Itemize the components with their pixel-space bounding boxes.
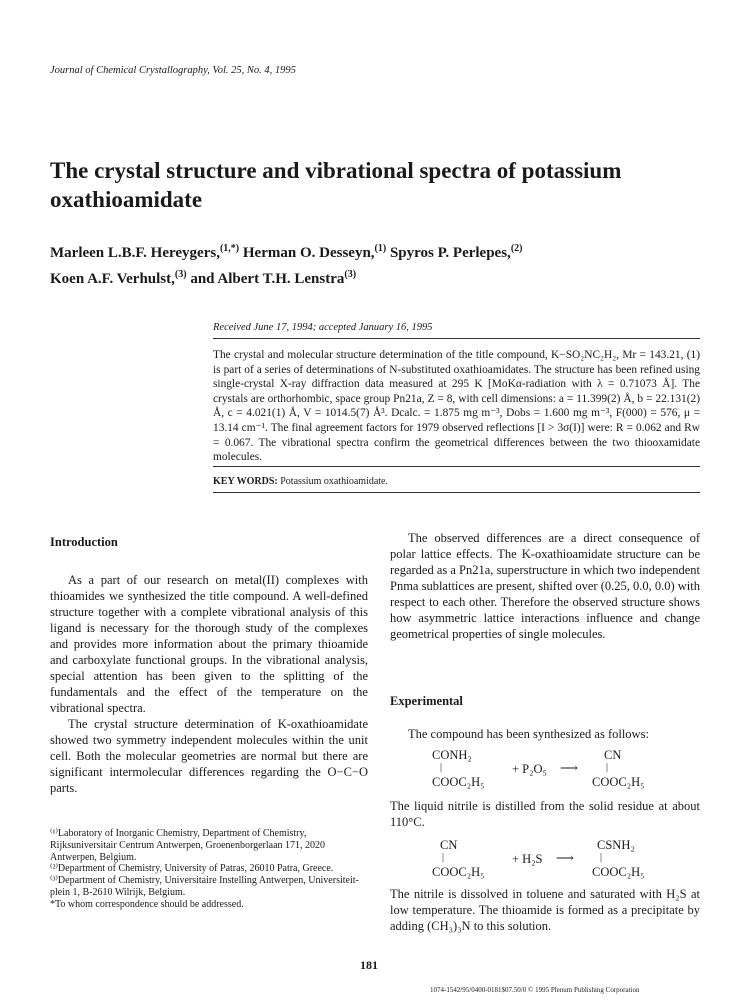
reaction-arrow-icon: ⟶ — [560, 761, 578, 775]
footnote: *To whom correspondence should be addressed. — [50, 898, 244, 910]
affiliation-mark: (1,*) — [219, 243, 240, 254]
footnotes — [50, 828, 368, 911]
reaction-scheme-1 — [432, 748, 692, 794]
paragraph: The observed differences are a direct consequence of polar lattice effects. The K-oxathioamidate structure can be regarded as a Pn21a, superstructure in which two independent Pnma sublattices are present, shifted over (0.25, 0.0, 0.0) with respect to each other. Therefore the observed structure shows how asymmetric lattice interactions influence and change geometrical properties of single molecules. — [390, 531, 700, 641]
footnote: ⁽³⁾Department of Chemistry, Universitaire Instelling Antwerpen, Universiteit-plein 1, B-2610 Wilrijk, Belgium. — [50, 875, 359, 898]
author-name: Koen A.F. Verhulst, — [50, 271, 175, 287]
received-dates: Received June 17, 1994; accepted January 16, 1995 — [213, 322, 433, 333]
keywords — [213, 476, 388, 487]
paragraph: The compound has been synthesized as follows: — [408, 727, 649, 741]
product-top: CN — [604, 748, 622, 762]
reaction-arrow-icon: ⟶ — [556, 851, 574, 865]
experimental-text — [390, 886, 700, 934]
abstract-top-rule — [213, 338, 700, 339]
bond-line: | — [606, 762, 609, 773]
footnote: ⁽²⁾Department of Chemistry, University of Patras, 26010 Patra, Greece. — [50, 863, 334, 875]
author-name: and Albert T.H. Lenstra — [186, 271, 345, 287]
product-top: CSNH₂ — [597, 838, 635, 852]
reagent: + P₂O₅ — [512, 762, 547, 776]
reactant-top: CONH₂ — [432, 748, 472, 762]
section-heading-experimental: Experimental — [390, 694, 463, 708]
author-name: Spyros P. Perlepes, — [386, 245, 511, 261]
author-name: Herman O. Desseyn, — [239, 245, 375, 261]
introduction-body — [50, 572, 368, 796]
journal-citation: Journal of Chemical Crystallography, Vol. 25, No. 4, 1995 — [50, 65, 296, 76]
keywords-rule — [213, 492, 700, 493]
product-bottom: COOC₂H₅ — [592, 865, 645, 879]
abstract: The crystal and molecular structure determination of the title compound, K−SO₂NC₂H₂, Mr = 143.21, (1) is part of a series of determinations of N-substituted oxathioamidates. The structure has been refined using single-crystal X-ray diffraction data measured at 295 K [MoKα-radiation with λ = 0.71073 Å]. The crystals are orthorhombic, space group Pn21a, Z = 8, with cell dimensions: a = 11.399(2) Å, b = 22.131(2) Å, c = 4.021(1) Å, V = 1014.5(7) Å³. Dcalc. = 1.875 mg m⁻³, Dobs = 1.600 mg m⁻³, F(000) = 576, μ = 13.14 cm⁻¹. The final agreement factors for 1979 observed reflections [I > 3σ(I)] were: R = 0.062 and Rw = 0.067. The vibrational spectra confirm the geometrical differences between the two thiooxamidate molecules. — [213, 349, 700, 464]
right-column-body — [390, 530, 700, 642]
paragraph: As a part of our research on metal(II) complexes with thioamides we synthesized the title compound. A well-defined structure together with a complete vibrational analysis of this ligand is necessary for the thorough study of the complexes and provides more information about the primary thioamide and carboxylate functional groups. In the vibrational analysis, special attention has been given to the splitting of the fundamentals and the effect of the temperature on the vibrational spectra. — [50, 573, 368, 715]
page-number: 181 — [360, 958, 378, 972]
reactant-bottom: COOC₂H₅ — [432, 865, 485, 879]
abstract-bottom-rule — [213, 466, 700, 467]
affiliation-mark: (3) — [174, 269, 187, 280]
author-list — [50, 238, 730, 290]
affiliation-mark: (3) — [344, 269, 357, 280]
experimental-text — [390, 798, 700, 830]
keywords-label: KEY WORDS: — [213, 476, 278, 487]
experimental-intro — [390, 726, 700, 742]
bond-line: | — [600, 852, 603, 863]
copyright-line: 1074-1542/95/0400-0181$07.50/0 © 1995 Plenum Publishing Corporation — [430, 986, 640, 994]
bond-line: | — [442, 852, 445, 863]
product-bottom: COOC₂H₅ — [592, 775, 645, 789]
reagent: + H₂S — [512, 852, 543, 866]
paragraph: The nitrile is dissolved in toluene and saturated with H₂S at low temperature. The thioamide is formed as a precipitate by adding (CH₃)₃N to this solution. — [390, 887, 700, 933]
paragraph: The crystal structure determination of K-oxathioamidate showed two symmetry independent molecules within the unit cell. Both the molecular geometries are normal but there are significant intermolecular differences regarding the O−C−O parts. — [50, 717, 368, 795]
reactant-bottom: COOC₂H₅ — [432, 775, 485, 789]
paragraph: The liquid nitrile is distilled from the solid residue at about 110°C. — [390, 799, 700, 829]
reaction-scheme-2 — [432, 838, 692, 884]
footnote: ⁽¹⁾Laboratory of Inorganic Chemistry, Department of Chemistry, Rijksuniversitair Centrum Antwerpen, Groenenborgerlaan 171, 2020 Antwerpen, Belgium. — [50, 828, 326, 863]
affiliation-mark: (1) — [374, 243, 387, 254]
section-heading-introduction: Introduction — [50, 535, 118, 549]
author-name: Marleen L.B.F. Hereygers, — [50, 245, 220, 261]
keywords-text: Potassium oxathioamidate. — [277, 476, 388, 487]
article-title: The crystal structure and vibrational spectra of potassium oxathioamidate — [50, 158, 622, 212]
affiliation-mark: (2) — [510, 243, 523, 254]
bond-line: | — [440, 762, 443, 773]
reactant-top: CN — [440, 838, 458, 852]
